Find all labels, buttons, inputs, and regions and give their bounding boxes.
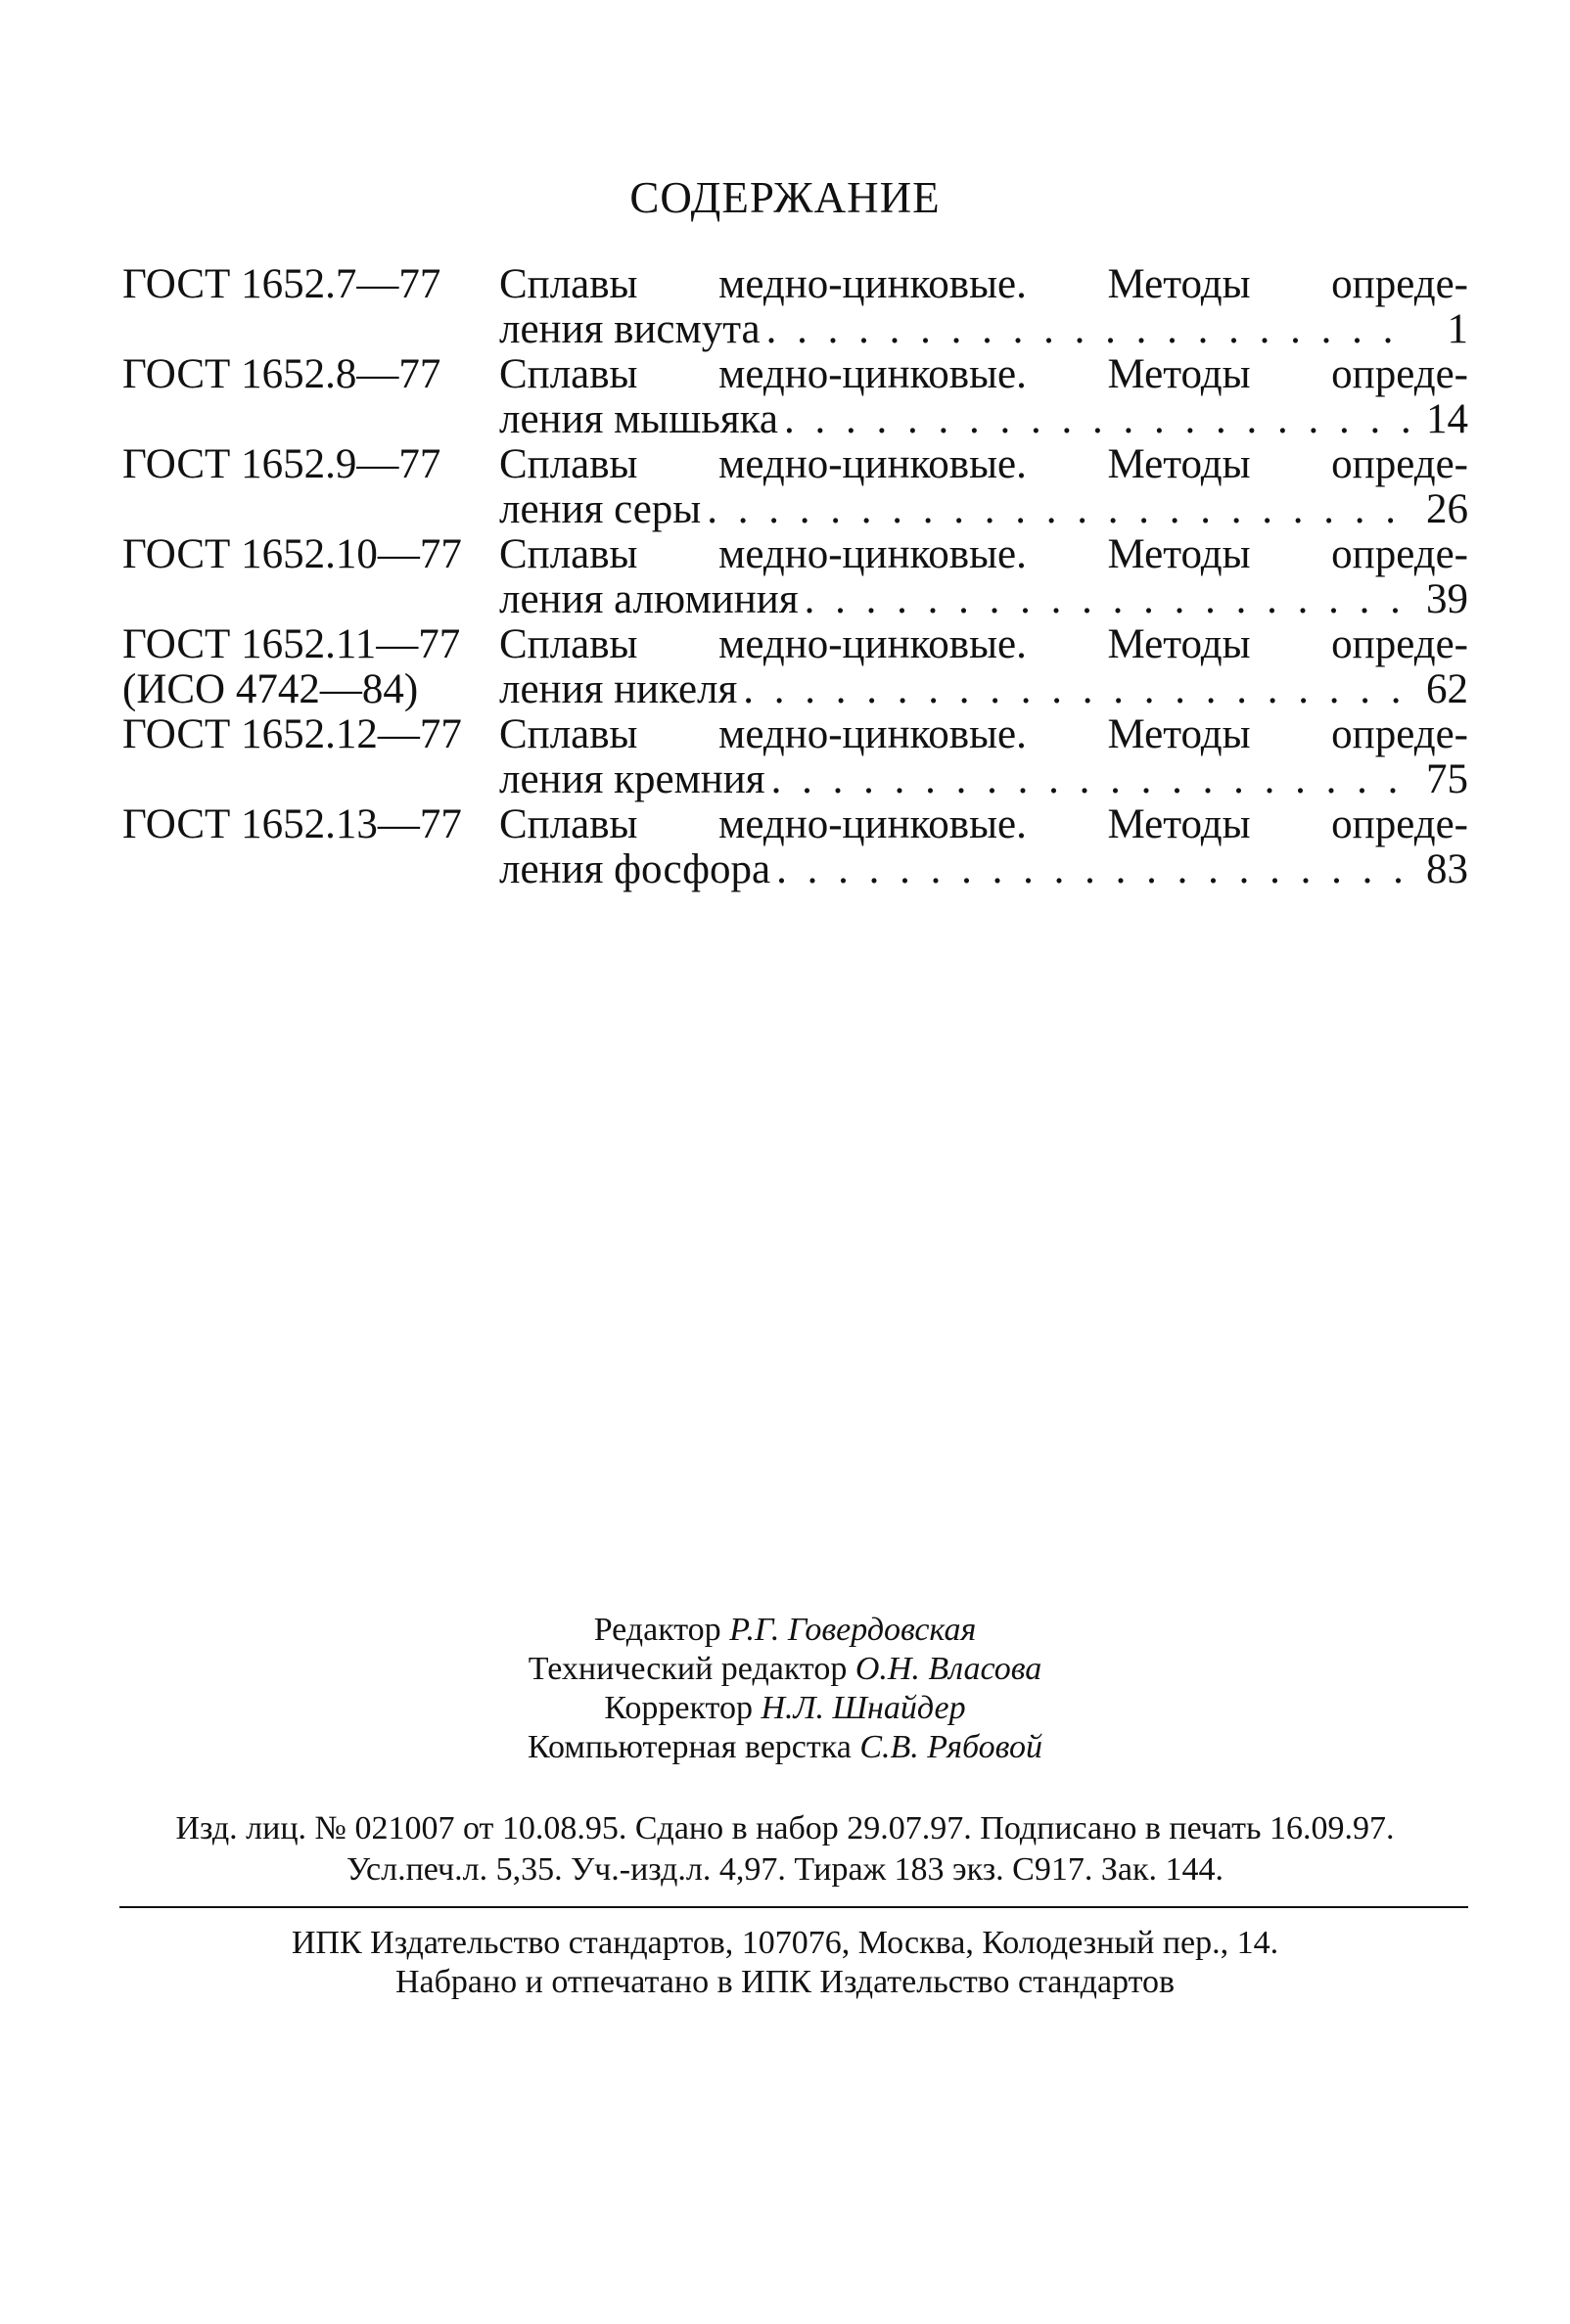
- toc-standard-code: ГОСТ 1652.12—77: [122, 711, 462, 757]
- toc-page-number: 26: [1426, 486, 1468, 532]
- toc-standard-code: ГОСТ 1652.11—77: [122, 621, 461, 667]
- credit-person: С.В. Рябовой: [859, 1729, 1042, 1765]
- toc-entry: [122, 442, 1468, 532]
- toc-entry: [122, 532, 1468, 622]
- toc-entry: [122, 622, 1468, 712]
- toc-title-line1: Сплавы медно-цинковые. Методы опреде-: [499, 621, 1468, 667]
- toc-title-line1: Сплавы медно-цинковые. Методы опреде-: [499, 351, 1468, 397]
- toc-standard-code: ГОСТ 1652.9—77: [122, 441, 441, 487]
- toc-page-number: 83: [1426, 846, 1468, 892]
- toc-page-number: 75: [1426, 756, 1468, 802]
- credit-role: Корректор: [604, 1690, 753, 1726]
- toc-title-continuation: ления мышьяка: [499, 396, 779, 442]
- toc-title-continuation: ления фосфора: [499, 846, 771, 892]
- toc-title-line2: [499, 577, 1468, 622]
- publication-info-line: Изд. лиц. № 021007 от 10.08.95. Сдано в набор 29.07.97. Подписано в печать 16.09.97.: [175, 1810, 1395, 1846]
- toc-title-line1: Сплавы медно-цинковые. Методы опреде-: [499, 711, 1468, 757]
- toc-title-line1: Сплавы медно-цинковые. Методы опреде-: [499, 261, 1468, 307]
- toc-title-line1: Сплавы медно-цинковые. Методы опреде-: [499, 531, 1468, 577]
- toc-standard-code-secondary: (ИСО 4742—84): [122, 666, 419, 712]
- toc-entry: [122, 712, 1468, 802]
- printer-note: Набрано и отпечатано в ИПК Издательство стандартов: [394, 1964, 1176, 2000]
- toc-entry: [122, 262, 1468, 352]
- toc-title-continuation: ления никеля: [499, 666, 738, 712]
- toc-title-continuation: ления серы: [499, 486, 702, 532]
- credit-line: [0, 1728, 1570, 1767]
- toc-title-line2: [499, 757, 1468, 802]
- credit-role: Компьютерная верстка: [527, 1729, 852, 1765]
- dot-leader: [784, 397, 1413, 442]
- publisher-info: [0, 1924, 1570, 2002]
- credit-role: Редактор: [593, 1612, 721, 1648]
- dot-leader: [771, 757, 1413, 802]
- toc-title-continuation: ления алюминия: [499, 576, 799, 622]
- toc-standard-code: ГОСТ 1652.7—77: [122, 261, 441, 307]
- dot-leader: [707, 487, 1413, 532]
- credit-line: [0, 1689, 1570, 1728]
- publisher-address: ИПК Издательство стандартов, 107076, Москва, Колодезный пер., 14.: [291, 1925, 1279, 1961]
- credit-person: Р.Г. Говердовская: [729, 1612, 977, 1648]
- table-of-contents: [122, 262, 1468, 892]
- page-title: СОДЕРЖАНИЕ: [629, 173, 941, 222]
- dot-leader: [743, 667, 1413, 712]
- credit-line: [0, 1611, 1570, 1650]
- toc-title-line1: Сплавы медно-цинковые. Методы опреде-: [499, 441, 1468, 487]
- dot-leader: [776, 847, 1413, 892]
- toc-title-line1: Сплавы медно-цинковые. Методы опреде-: [499, 801, 1468, 847]
- toc-page-number: 39: [1426, 576, 1468, 622]
- publication-info: [0, 1808, 1570, 1891]
- toc-standard-code: ГОСТ 1652.10—77: [122, 531, 462, 577]
- toc-page-number: 62: [1426, 666, 1468, 712]
- toc-title-continuation: ления кремния: [499, 756, 765, 802]
- toc-title-line2: [499, 487, 1468, 532]
- credit-person: О.Н. Власова: [854, 1651, 1042, 1687]
- toc-title-line2: [499, 667, 1468, 712]
- toc-page-number: 14: [1426, 396, 1468, 442]
- toc-title-line2: [499, 847, 1468, 892]
- toc-page-number: 1: [1447, 306, 1468, 352]
- dot-leader: [766, 307, 1413, 352]
- toc-standard-code: ГОСТ 1652.13—77: [122, 801, 462, 847]
- credit-person: Н.Л. Шнайдер: [761, 1690, 966, 1726]
- credit-role: Технический редактор: [528, 1651, 848, 1687]
- toc-entry: [122, 802, 1468, 892]
- publication-info-line: Усл.печ.л. 5,35. Уч.-изд.л. 4,97. Тираж 183 экз. С917. Зак. 144.: [346, 1851, 1224, 1888]
- horizontal-rule: [119, 1906, 1468, 1908]
- dot-leader: [805, 577, 1413, 622]
- toc-title-line2: [499, 397, 1468, 442]
- toc-standard-code: ГОСТ 1652.8—77: [122, 351, 441, 397]
- credit-line: [0, 1650, 1570, 1689]
- toc-title-continuation: ления висмута: [499, 306, 761, 352]
- toc-title-line2: [499, 307, 1468, 352]
- toc-entry: [122, 352, 1468, 442]
- credits-block: [0, 1611, 1570, 1767]
